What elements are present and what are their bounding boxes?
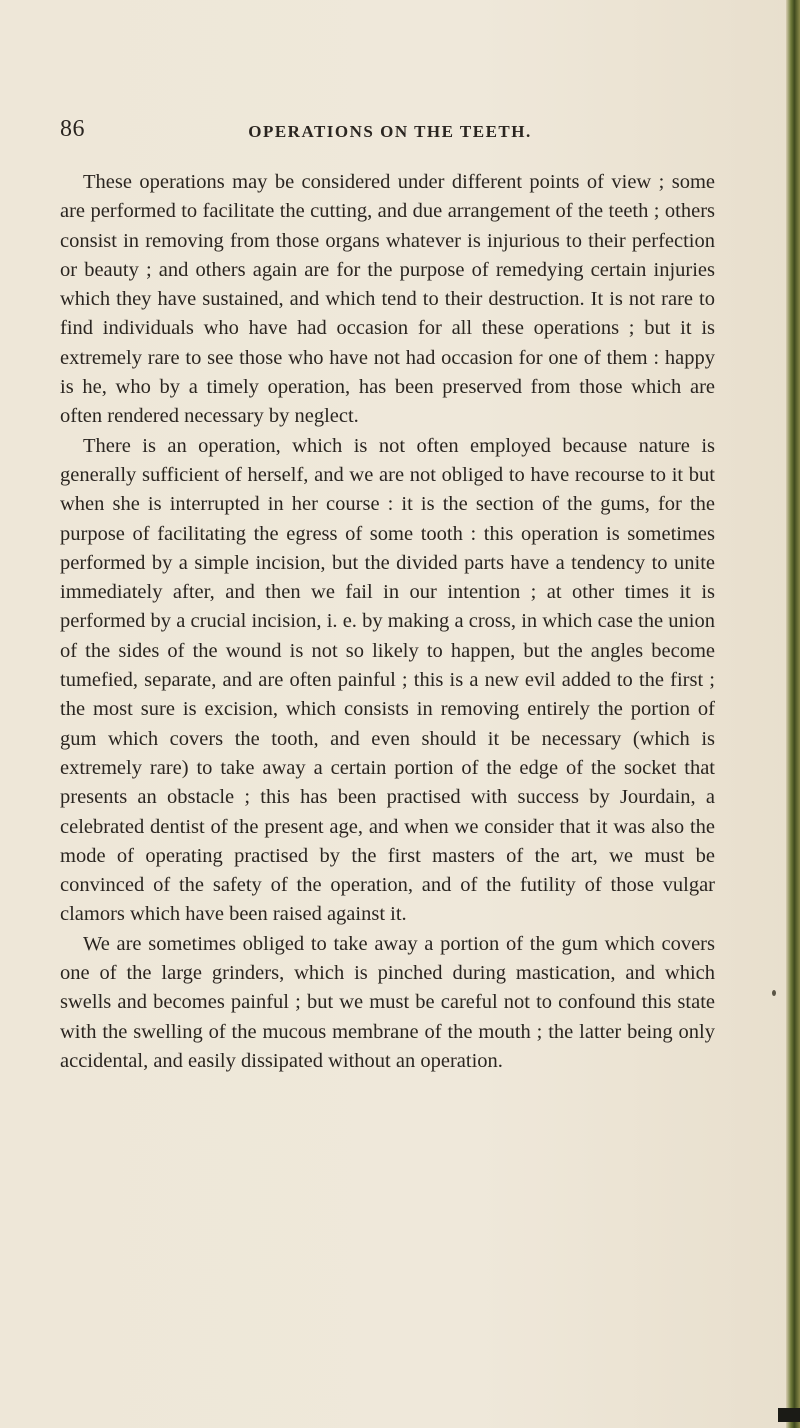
page-header [60, 112, 720, 152]
edge-mark [778, 1408, 800, 1422]
paragraph-3: We are sometimes obliged to take away a portion of the gum which covers one of the large grinders, which is pinched during mastication, and which swells and becomes painful ; but we must be careful not to confound this state with the swelling of the mucous membrane of the mouth ; the latter being only accidental, and easily dissipated without an operation. [60, 932, 715, 1072]
running-head: OPERATIONS ON THE TEETH. [248, 122, 532, 141]
paragraph-2: There is an operation, which is not often employed because nature is generally sufficient of herself, and we are not obliged to have recourse to it but when she is interrupted in her course : it is the section of the gums, for the purpose of facilitating the egress of some tooth : this operation is sometimes performed by a simple incision, but the divided parts have a tendency to unite immediately after, and then we fail in our intention ; at other times it is performed by a crucial incision, i. e. by making a cross, in which case the union of the sides of the wound is not so likely to happen, but the angles become tumefied, separate, and are often painful ; this is a new evil added to the first ; the most sure is excision, which consists in removing entirely the portion of gum which covers the tooth, and even should it be necessary (which is extremely rare) to take away a certain portion of the edge of the socket that presents an obstacle ; this has been practised with success by Jourdain, a celebrated dentist of the present age, and when we consider that it was also the mode of operating practised by the first masters of the art, we must be convinced of the safety of the operation, and of the futility of those vulgar clamors which have been raised against it. [60, 434, 715, 926]
body-text [60, 168, 715, 1076]
page-number: 86 [60, 116, 85, 142]
page-edge [786, 0, 800, 1428]
ink-speck [772, 990, 776, 996]
paragraph-1: These operations may be considered under different points of view ; some are performed to facilitate the cutting, and due arrangement of the teeth ; others consist in removing from those organs whatever is injurious to their perfection or beauty ; and others again are for the purpose of remedying certain injuries which they have sustained, and which tend to their destruction. It is not rare to find individuals who have had occasion for all these operations ; but it is extremely rare to see those who have not had occasion for one of them : happy is he, who by a timely operation, has been preserved from those which are often rendered necessary by neglect. [60, 171, 715, 428]
